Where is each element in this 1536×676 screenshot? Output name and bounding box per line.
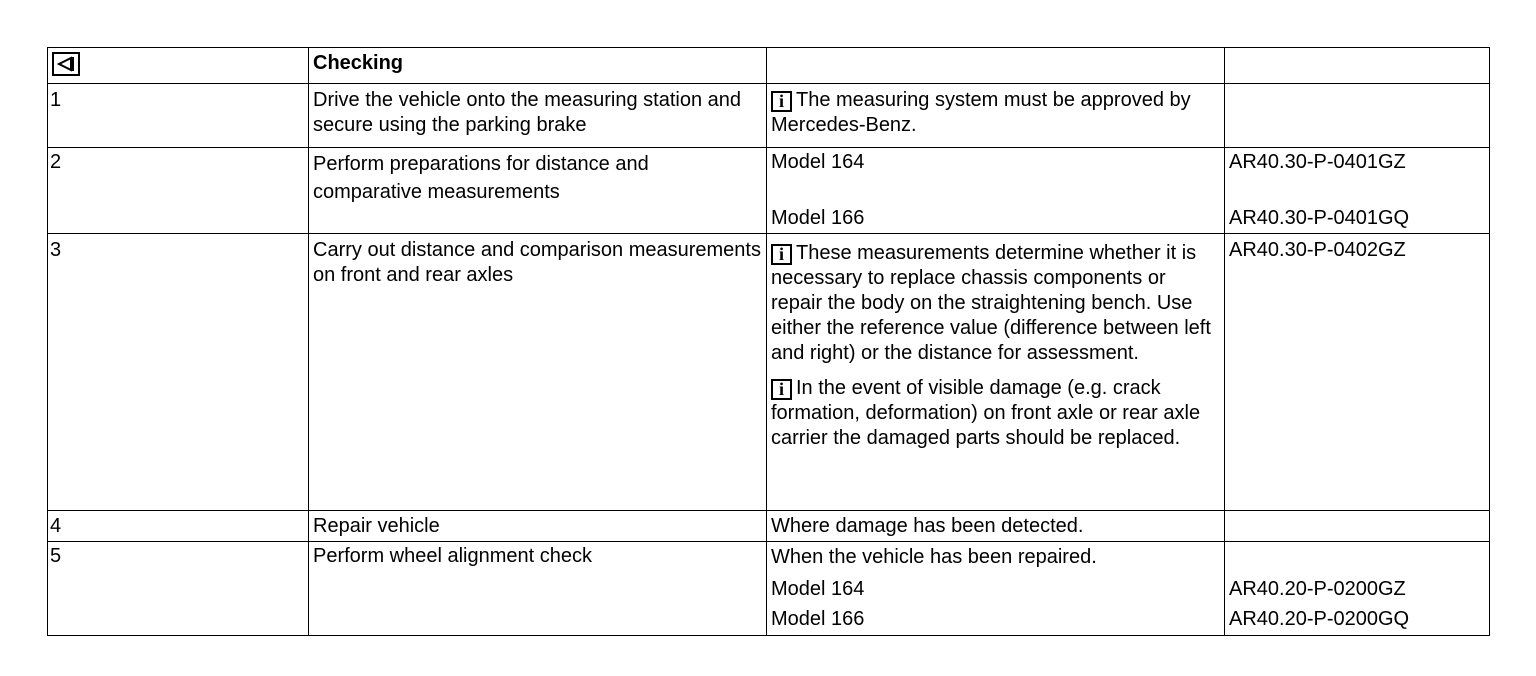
- step-number: 2: [48, 148, 309, 234]
- table-row: [48, 234, 1490, 511]
- note-paragraph: [771, 241, 1220, 366]
- reference-link[interactable]: AR40.30-P-0401GQ: [1229, 207, 1410, 229]
- header-empty-cell: [1225, 48, 1490, 84]
- ref-spacer: [1229, 544, 1485, 574]
- step-action: Drive the vehicle onto the measuring station and secure using the parking brake: [309, 84, 767, 148]
- step-notes: Where damage has been detected.: [767, 511, 1225, 542]
- table-header-row: [48, 48, 1490, 84]
- step-number: 1: [48, 84, 309, 148]
- step-number: 4: [48, 511, 309, 542]
- note-paragraph: [771, 376, 1220, 451]
- table-row: [48, 148, 1490, 234]
- step-action: Perform wheel alignment check: [309, 542, 767, 636]
- reference-link[interactable]: AR40.20-P-0200GQ: [1229, 608, 1410, 630]
- note-text: In the event of visible damage (e.g. crack formation, deformation) on front axle or rear axle carrier the damaged parts should be replaced.: [771, 377, 1201, 449]
- header-title-cell: [309, 48, 767, 84]
- table-row: [48, 511, 1490, 542]
- step-number: 5: [48, 542, 309, 636]
- step-action: [309, 148, 767, 234]
- table-row: [48, 84, 1490, 148]
- reference-link[interactable]: AR40.30-P-0402GZ: [1229, 239, 1406, 261]
- procedure-table: [47, 47, 1490, 636]
- step-refs: [1225, 542, 1490, 636]
- step-notes: [767, 542, 1225, 636]
- page-title: Checking: [313, 52, 404, 74]
- table-row: [48, 542, 1490, 636]
- step-refs: [1225, 84, 1490, 148]
- step-refs: [1225, 148, 1490, 234]
- note-text: Model 166: [771, 207, 865, 229]
- step-notes: [767, 234, 1225, 511]
- step-number: 3: [48, 234, 309, 511]
- step-action: Repair vehicle: [309, 511, 767, 542]
- info-icon: i: [771, 244, 792, 265]
- step-action: Carry out distance and comparison measurements on front and rear axles: [309, 234, 767, 511]
- header-nav-cell: [48, 48, 309, 84]
- note-text: Model 164: [771, 578, 865, 600]
- step-notes: [767, 148, 1225, 234]
- step-refs: [1225, 234, 1490, 511]
- info-icon: i: [771, 379, 792, 400]
- note-text: These measurements determine whether it is necessary to replace chassis components or repair the body on the straightening bench. Use either the reference value (difference between left and right) or the distance for assessment.: [771, 242, 1211, 364]
- note-text: The measuring system must be approved by Mercedes-Benz.: [771, 89, 1191, 136]
- reference-link[interactable]: AR40.30-P-0401GZ: [1229, 151, 1406, 173]
- note-text: Model 164: [771, 151, 865, 173]
- back-arrow-icon[interactable]: [52, 52, 80, 76]
- step-action-text: Perform preparations for distance and comparative measurements: [313, 153, 649, 203]
- step-notes: [767, 84, 1225, 148]
- reference-link[interactable]: AR40.20-P-0200GZ: [1229, 578, 1406, 600]
- step-refs: [1225, 511, 1490, 542]
- info-icon: i: [771, 91, 792, 112]
- note-text: When the vehicle has been repaired.: [771, 546, 1097, 568]
- header-empty-cell: [767, 48, 1225, 84]
- note-text: Model 166: [771, 608, 865, 630]
